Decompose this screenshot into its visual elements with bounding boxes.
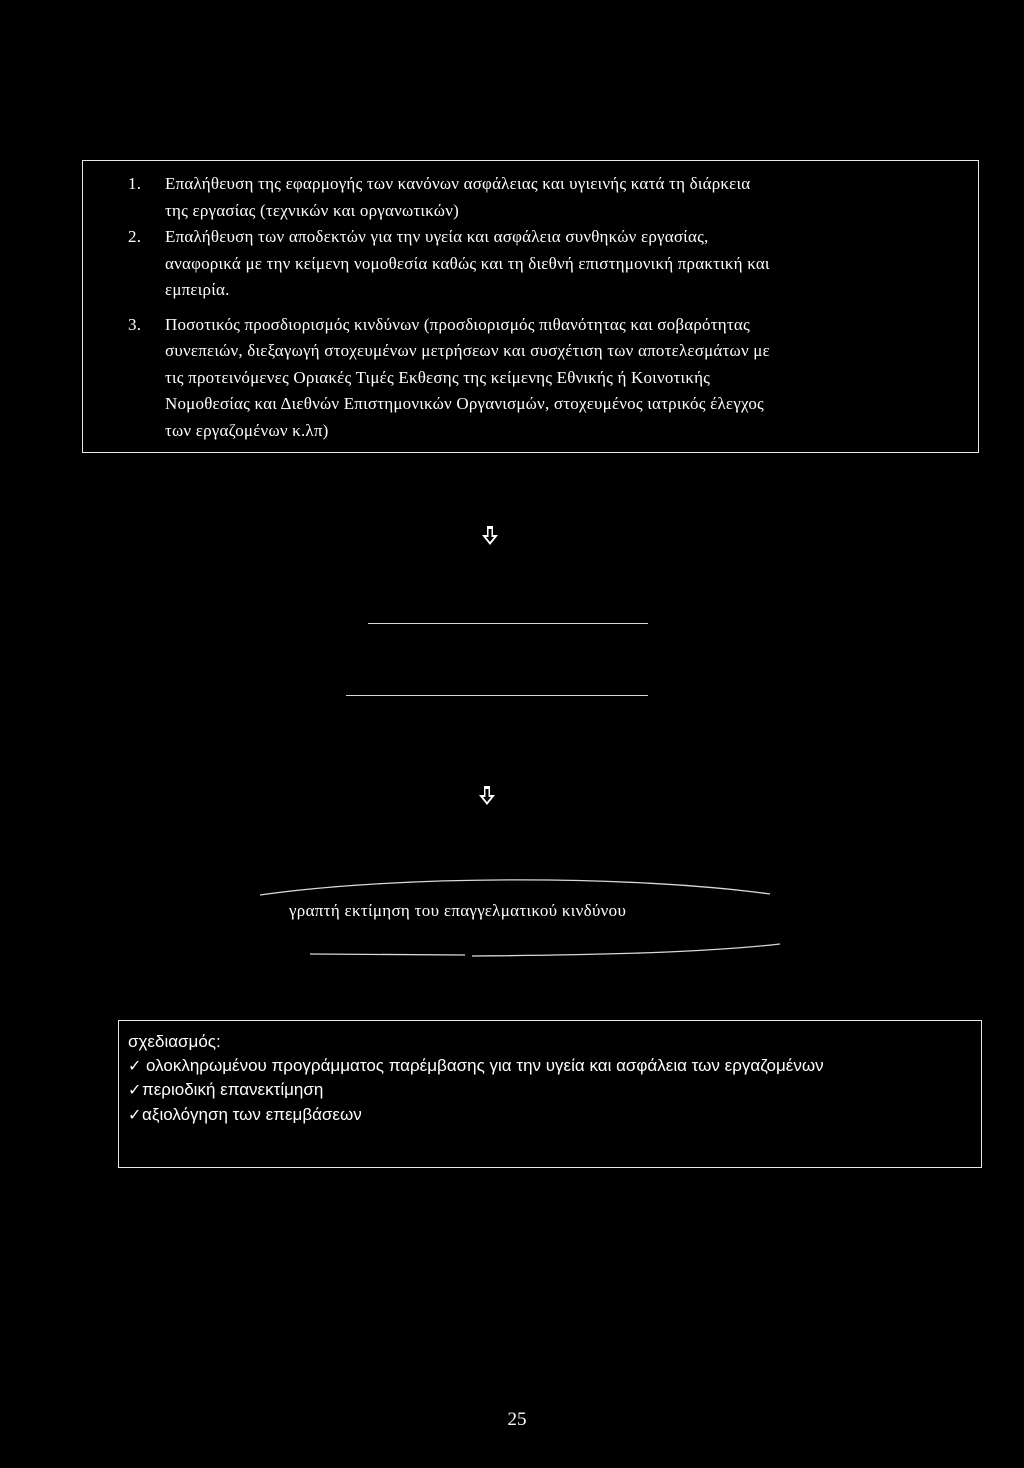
check-icon: ✓ [128,1057,142,1075]
planning-item [128,1103,978,1128]
requirement-line: της εργασίας (τεχνικών και οργανωτικών) [165,200,459,220]
down-arrow-icon [480,525,500,547]
requirement-item [128,171,968,224]
check-icon: ✓ [128,1106,142,1124]
separator-line [346,695,648,696]
requirement-line: Επαλήθευση των αποδεκτών για την υγεία και ασφάλεια συνθηκών εργασίας, [165,227,709,246]
page-number: 25 [507,1409,527,1430]
requirement-number: 3. [128,314,142,334]
requirement-number: 1. [128,174,142,193]
planning-item [128,1078,978,1103]
requirement-item [128,224,968,304]
requirement-line: αναφορικά με την κείμενη νομοθεσία καθώς και τη διεθνή επιστημονική πρακτική και [165,253,770,273]
planning-heading: σχεδιασμός: [128,1032,221,1051]
requirement-line: Νομοθεσίας και Διεθνών Επιστημονικών Οργανισμών, στοχευμένος ιατρικός έλεγχος [165,394,764,413]
requirement-line: Ποσοτικός προσδιορισμός κινδύνων (προσδιορισμός πιθανότητας και σοβαρότητας [165,314,750,334]
requirement-line: των εργαζομένων κ.λπ) [165,420,329,440]
requirement-line: συνεπειών, διεξαγωγή στοχευμένων μετρήσεων και συσχέτιση των αποτελεσμάτων με [165,341,770,360]
assessment-label: γραπτή εκτίμηση του επαγγελματικού κινδύνου [289,901,627,920]
requirement-line: εμπειρία. [165,280,230,299]
requirement-item [128,312,968,445]
planning-item-label: περιοδική επανεκτίμηση [142,1080,324,1099]
check-icon: ✓ [128,1082,142,1099]
requirements-list [128,171,968,444]
requirement-number: 2. [128,227,142,246]
requirement-line: τις προτεινόμενες Οριακές Τιμές Εκθεσης της κείμενης Εθνικής ή Κοινοτικής [165,367,711,387]
planning-item [128,1054,978,1079]
separator-line [368,623,648,624]
down-arrow-icon [477,785,497,807]
requirement-line: Επαλήθευση της εφαρμογής των κανόνων ασφάλειας και υγιεινής κατά τη διάρκεια [165,174,751,193]
planning-section [128,1030,978,1127]
planning-item-label: ολοκληρωμένου προγράμματος παρέμβασης για την υγεία και ασφάλεια των εργαζομένων [146,1055,824,1075]
planning-item-label: αξιολόγηση των επεμβάσεων [142,1104,362,1124]
